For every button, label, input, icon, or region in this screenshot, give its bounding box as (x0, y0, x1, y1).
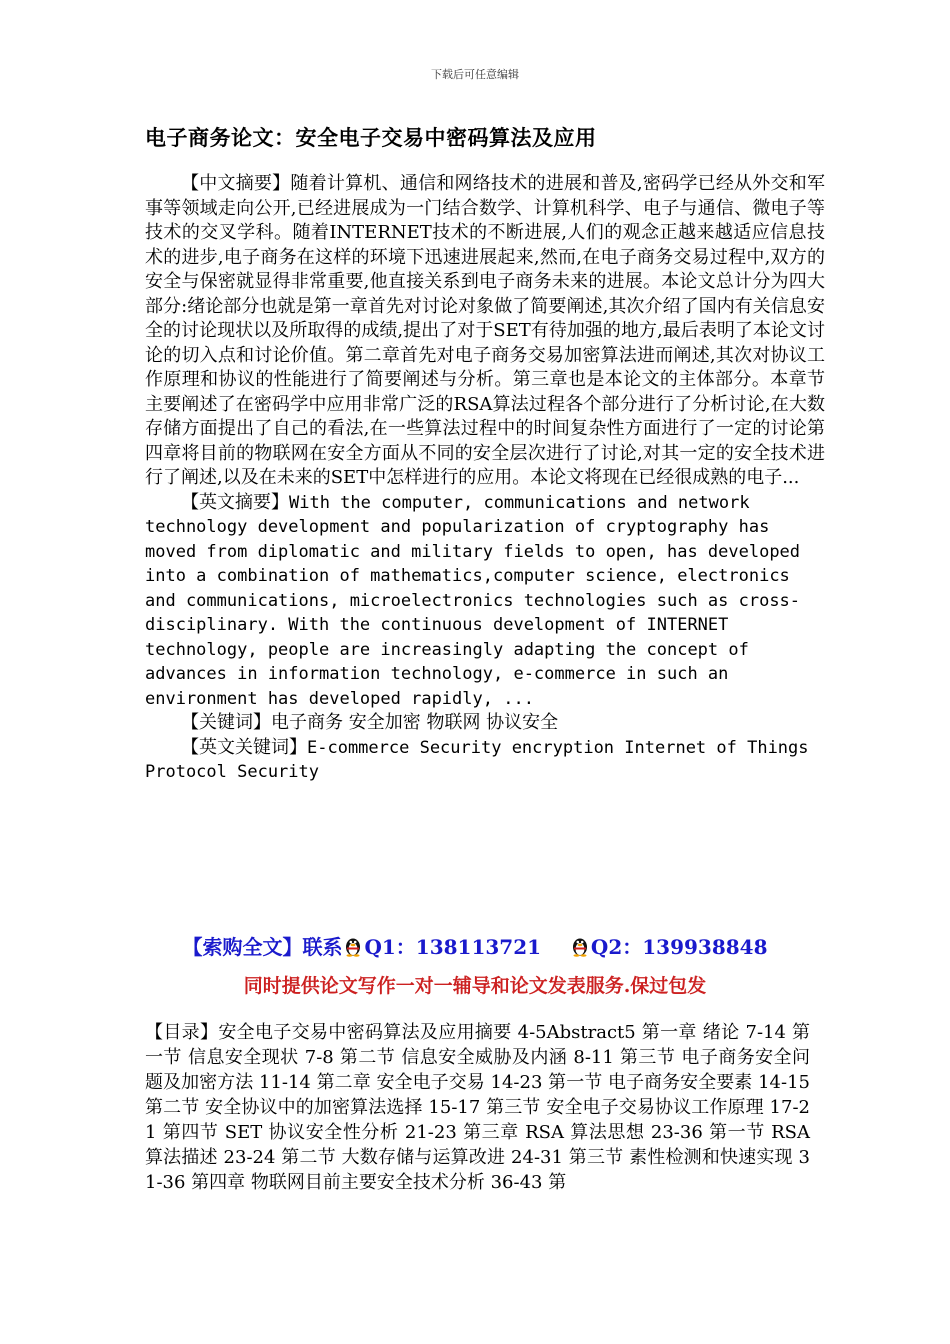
english-abstract-label: 【英文摘要】 (181, 491, 289, 513)
chinese-keywords-text: 电子商务 安全加密 物联网 协议安全 (271, 712, 559, 733)
chinese-keywords-label: 【关键词】 (181, 712, 271, 733)
english-keywords (145, 736, 825, 785)
service-notice: 同时提供论文写作一对一辅导和论文发表服务.保过包发 (243, 975, 707, 997)
chinese-abstract-text: 随着计算机、通信和网络技术的进展和普及,密码学已经从外交和军事等领域走向公开,已经进展成为一门结合数学、计算机科学、电子与通信、微电子等技术的交叉学科。随着INTERNET技术的不断进展,人们的观念正越来越适应信息技术的进步,电子商务在这样的环境下迅速进展起来,然而,在电子商务交易过程中,双方的安全与保密就显得非常重要,他直接关系到电子商务未来的进展。本论文总计分为四大部分:绪论部分也就是第一章首先对讨论对象做了简要阐述,其次介绍了国内有关信息安全的讨论现状以及所取得的成绩,提出了对于SET有待加强的地方,最后表明了本论文讨论的切入点和讨论价值。第二章首先对电子商务交易加密算法进而阐述,其次对协议工作原理和协议的性能进行了简要阐述与分析。第三章也是本论文的主体部分。本章节主要阐述了在密码学中应用非常广泛的RSA算法过程各个部分进行了分析讨论,在大数存储方面提出了自己的看法,在一些算法过程中的时间复杂性方面进行了一定的讨论第四章将目前的物联网在安全方面从不同的安全层次进行了讨论,对其一定的安全技术进行了阐述,以及在未来的SET中怎样进行的应用。本论文将现在已经很成熟的电子... (145, 173, 826, 488)
english-abstract-text: With the computer, communications and network technology development and popularization of cryptography has moved from diplomatic and military fields to open, has developed into a combination of mathematics,computer science, electronics and communications, microelectronics technologies such as cross-disciplinary. With the continuous development of INTERNET technology, people are increasingly adapting the concept of advances in information technology, e-commerce in such an environment has developed rapidly, ... (145, 492, 801, 709)
table-of-contents (145, 1020, 810, 1195)
page-header-note: 下载后可任意编辑 (431, 68, 519, 81)
chinese-keywords (145, 711, 825, 736)
qq2-contact-link[interactable]: Q2：139938848 (590, 935, 768, 959)
document-title: 电子商务论文：安全电子交易中密码算法及应用 (145, 125, 597, 150)
qq1-contact-link[interactable]: Q1：138113721 (364, 935, 542, 959)
english-keywords-label: 【英文关键词】 (181, 736, 307, 758)
english-keywords-text: E-commerce Security encryption Internet of Things Protocol Security (145, 737, 809, 782)
toc-label: 【目录】 (145, 1022, 219, 1043)
toc-text: 安全电子交易中密码算法及应用摘要 4-5Abstract5 第一章 绪论 7-14 第一节 信息安全现状 7-8 第二节 信息安全威胁及内涵 8-11 第三节 电子商务安全问题及加密方法 11-14 第二章 安全电子交易 14-23 第一节 电子商务安全要素 14-15 第二节 安全协议中的加密算法选择 15-17 第三节 安全电子交易协议工作原理 17-21 第四节 SET 协议安全性分析 21-23 第三章 RSA 算法思想 23-36 第一节 RSA 算法描述 23-24 第二节 大数存储与运算改进 24-31 第三节 素性检测和快速实现 31-36 第四章 物联网目前主要安全技术分析 36-43 第 (145, 1022, 810, 1193)
document-body (145, 172, 825, 785)
english-abstract (145, 491, 825, 712)
purchase-contact (0, 931, 950, 960)
chinese-abstract (145, 172, 825, 491)
purchase-contact-prefix: 【索购全文】联系 (182, 935, 343, 959)
chinese-abstract-label: 【中文摘要】 (181, 173, 291, 194)
qq-penguin-icon (343, 935, 363, 957)
qq-penguin-icon (570, 935, 590, 957)
